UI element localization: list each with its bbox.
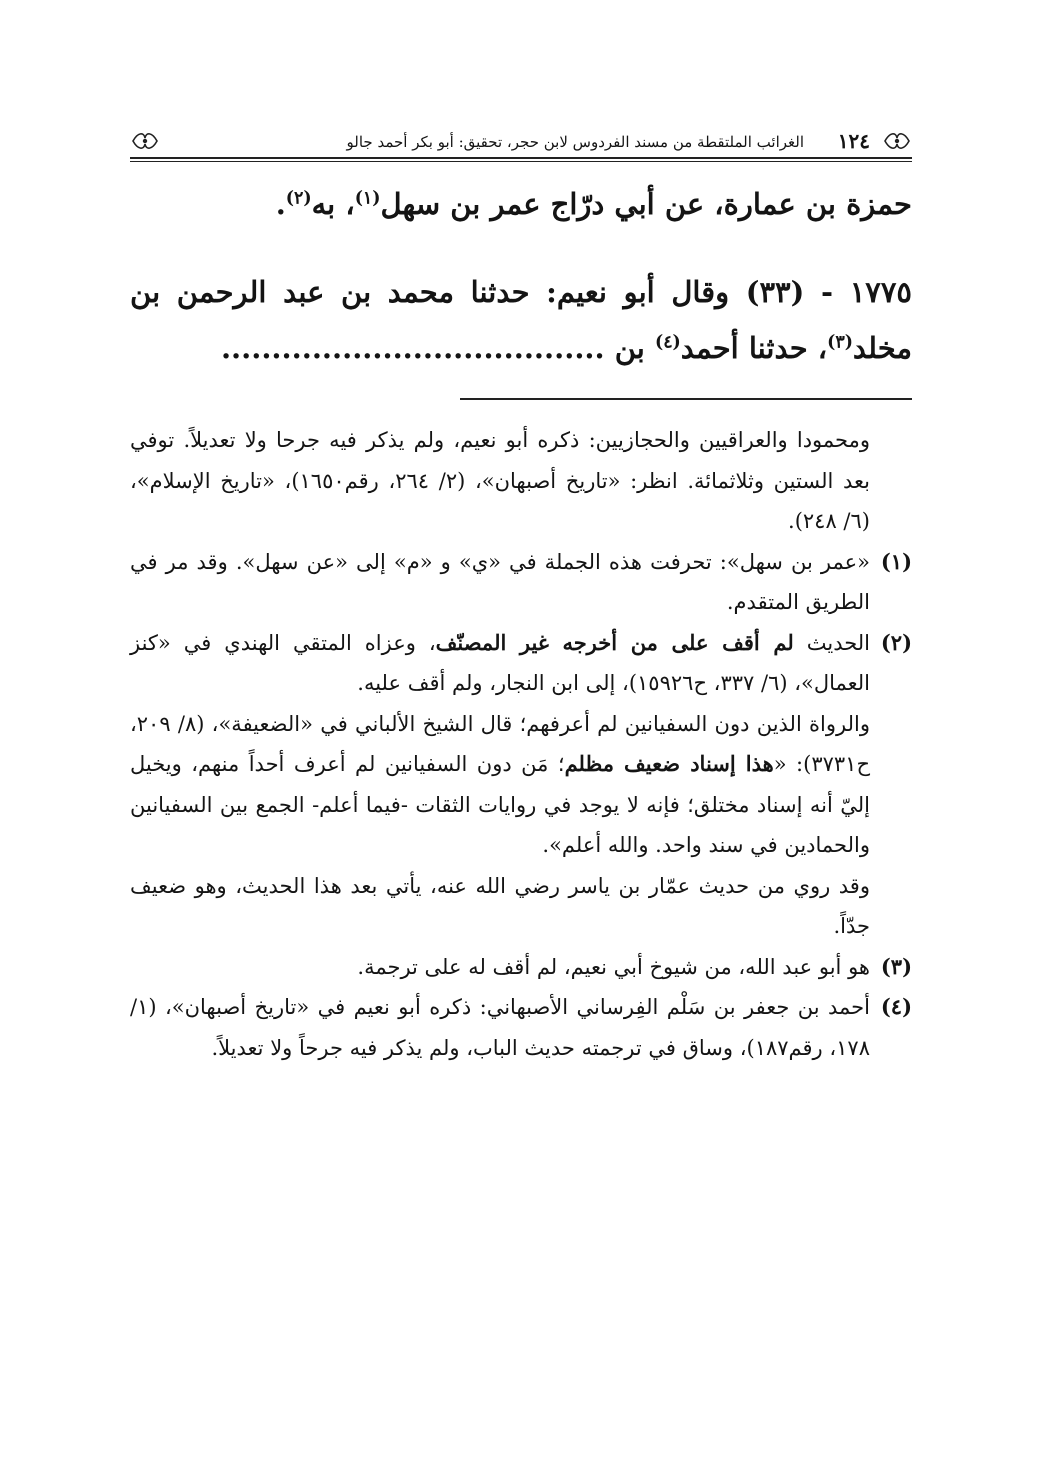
footnote-number: (٣): [880, 953, 912, 979]
footnote-4: [130, 987, 912, 1068]
page-header: [130, 128, 912, 154]
footnote-2-paragraph-2: والرواة الذين دون السفيانين لم أعرفهم؛ قال الشيخ الألباني في «الضعيفة»، (٨/ ٢٠٩، ح٣٧٣١): «هذا إسناد ضعيف مظلم؛ مَن دون السفيانين لم أعرف أحداً منهم، ويخيل إليّ أنه إسناد مختلق؛ فإنه لا يوجد في روايات الثقات -فيما أعلم- الجمع بين السفيانين والحمادين في سند واحد. والله أعلم».: [130, 711, 870, 857]
footnote-3: [130, 947, 912, 988]
footnote-ref-3[interactable]: (٣): [827, 332, 853, 353]
running-title: الغرائب الملتقطة من مسند الفردوس لابن حجر، تحقيق: أبو بكر أحمد جالو: [346, 133, 804, 151]
main-line-1: حمزة بن عمارة، عن أبي درّاج عمر بن سهل$^{(١)}$، به$^{(٢)}$.: [275, 187, 912, 221]
footnotes: [130, 420, 912, 1068]
header-rule: [130, 157, 912, 159]
page-number: ١٢٤: [837, 129, 870, 153]
footnote-2-paragraph-3: وقد روي من حديث عمّار بن ياسر رضي الله عنه، يأتي بعد هذا الحديث، وهو ضعيف جدّاً.: [130, 873, 870, 938]
footnote-number: (١): [880, 548, 912, 574]
header-rule-thin: [130, 161, 912, 162]
footnote-2: [130, 623, 912, 704]
ornament-right-icon: [882, 130, 912, 152]
footnote-number: (٢): [880, 629, 912, 655]
footnote-separator: [460, 398, 912, 400]
footnote-number: (٤): [880, 994, 912, 1019]
footnote-text: الحديث لم أقف على من أخرجه غير المصنّف، وعزاه المتقي الهندي في «كنز العمال»، (٦/ ٣٣٧، ح١٥٩٢٦)، إلى ابن النجار، ولم أقف عليه.: [130, 629, 871, 695]
hadith-1775: ١٧٧٥ - (٣٣) وقال أبو نعيم: حدثنا محمد بن عبد الرحمن بن مخلد$^{(٣)}$، حدثنا أحمد$^{(٤)}$ بن ......................................: [130, 275, 912, 365]
footnote-text: هو أبو عبد الله، من شيوخ أبي نعيم، لم أقف له على ترجمة.: [357, 954, 870, 979]
footnote-continuation: ومحمودا والعراقيين والحجازيين: ذكره أبو نعيم، ولم يذكر فيه جرحا ولا تعديلاً. توفي بعد الستين وثلاثمائة. انظر: «تاريخ أصبهان»، (٢/ ٢٦٤، رقم١٦٥٠)، «تاريخ الإسلام»، (٦/ ٢٤٨).: [130, 428, 870, 533]
footnote-ref-1[interactable]: (١): [354, 188, 381, 209]
footnote-text: أحمد بن جعفر بن سَلْم الفِرساني الأصبهاني: ذكره أبو نعيم في «تاريخ أصبهان»، (١/ ١٧٨، رقم١٨٧)، وساق في ترجمته حديث الباب، ولم يذكر فيه جرحاً ولا تعديلاً.: [130, 995, 870, 1060]
footnote-1: [130, 542, 912, 623]
footnote-text: «عمر بن سهل»: تحرفت هذه الجملة في «ي» و «م» إلى «عن سهل». وقد مر في الطريق المتقدم.: [130, 549, 870, 614]
footnote-ref-4[interactable]: (٤): [654, 332, 681, 353]
footnote-ref-2[interactable]: (٢): [285, 188, 312, 209]
ornament-left-icon: [130, 130, 160, 152]
